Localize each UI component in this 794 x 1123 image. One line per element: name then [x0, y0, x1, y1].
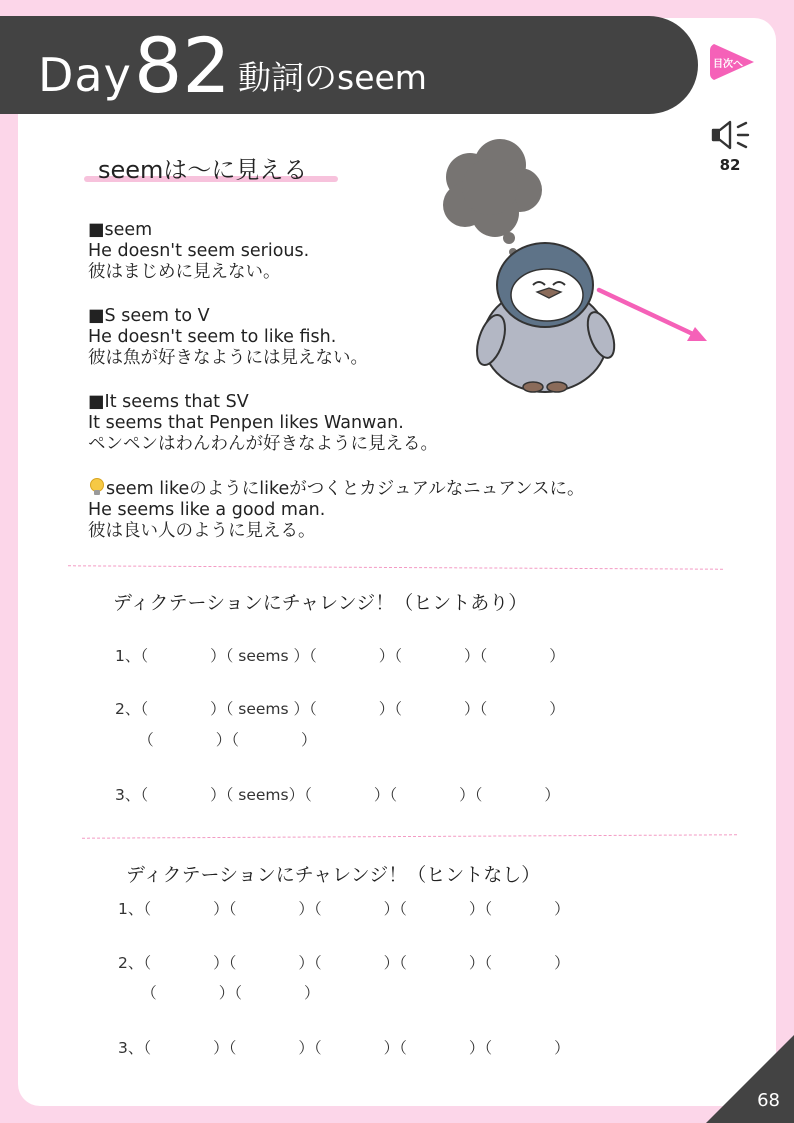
- example-ja: 彼はまじめに見えない。: [88, 262, 281, 282]
- dictation-hint-line-2b: （ ）（ ）: [115, 731, 317, 749]
- example-ja: 彼は良い人のように見える。: [88, 521, 316, 541]
- toc-label: 目次へ: [713, 59, 743, 70]
- tip-block: [88, 477, 585, 542]
- example-ja: 彼は魚が好きなようには見えない。: [88, 348, 368, 368]
- day-number: 82: [134, 21, 231, 110]
- example-en: He doesn't seem serious.: [88, 241, 310, 261]
- dictation-nohint-line-3: 3、（ ）（ ）（ ）（ ）（ ）: [118, 1039, 570, 1057]
- day-label: Day: [38, 48, 132, 102]
- page-header: [0, 16, 698, 114]
- tip-note: seem likeのようにlikeがつくとカジュアルなニュアンスに。: [106, 479, 585, 499]
- grammar-block-3: [88, 392, 438, 455]
- grammar-block-2: [88, 306, 368, 369]
- pattern-heading: ■seem: [88, 220, 153, 240]
- pointer-arrow: [599, 290, 707, 341]
- pattern-heading: ■It seems that SV: [88, 392, 249, 412]
- dictation-nohint-line-1: 1、（ ）（ ）（ ）（ ）（ ）: [118, 900, 570, 918]
- speaker-icon: [710, 118, 756, 154]
- audio-track-number: 82: [719, 156, 741, 174]
- example-en: He doesn't seem to like fish.: [88, 327, 337, 347]
- grammar-block-1: [88, 220, 309, 283]
- dictation-hint-title: ディクテーションにチャレンジ！（ヒントあり）: [113, 592, 528, 614]
- penguin-illustration: [425, 135, 715, 400]
- example-en: It seems that Penpen likes Wanwan.: [88, 413, 404, 433]
- example-ja: ペンペンはわんわんが好きなように見える。: [88, 434, 438, 454]
- lightbulb-icon: [88, 477, 106, 497]
- page-title: 動詞のseem: [238, 58, 427, 97]
- audio-button[interactable]: [710, 118, 756, 176]
- dictation-hint-line-3: 3、（ ）（ seems）（ ）（ ）（ ）: [115, 786, 560, 804]
- pattern-heading: ■S seem to V: [88, 306, 210, 326]
- thought-cloud: [443, 139, 542, 256]
- page-number: 68: [757, 1090, 780, 1111]
- dictation-nohint-line-2b: （ ）（ ）: [118, 984, 320, 1002]
- dictation-nohint-title: ディクテーションにチャレンジ！（ヒントなし）: [126, 864, 541, 886]
- section-title: seemは～に見える: [98, 156, 308, 184]
- page-corner: [706, 1035, 794, 1123]
- dictation-hint-line-1: 1、（ ）（ seems ）（ ）（ ）（ ）: [115, 647, 565, 665]
- toc-button[interactable]: [708, 40, 758, 84]
- dictation-hint-line-2: 2、（ ）（ seems ）（ ）（ ）（ ）: [115, 700, 565, 718]
- dictation-nohint-line-2: 2、（ ）（ ）（ ）（ ）（ ）: [118, 954, 570, 972]
- example-en: He seems like a good man.: [88, 500, 326, 520]
